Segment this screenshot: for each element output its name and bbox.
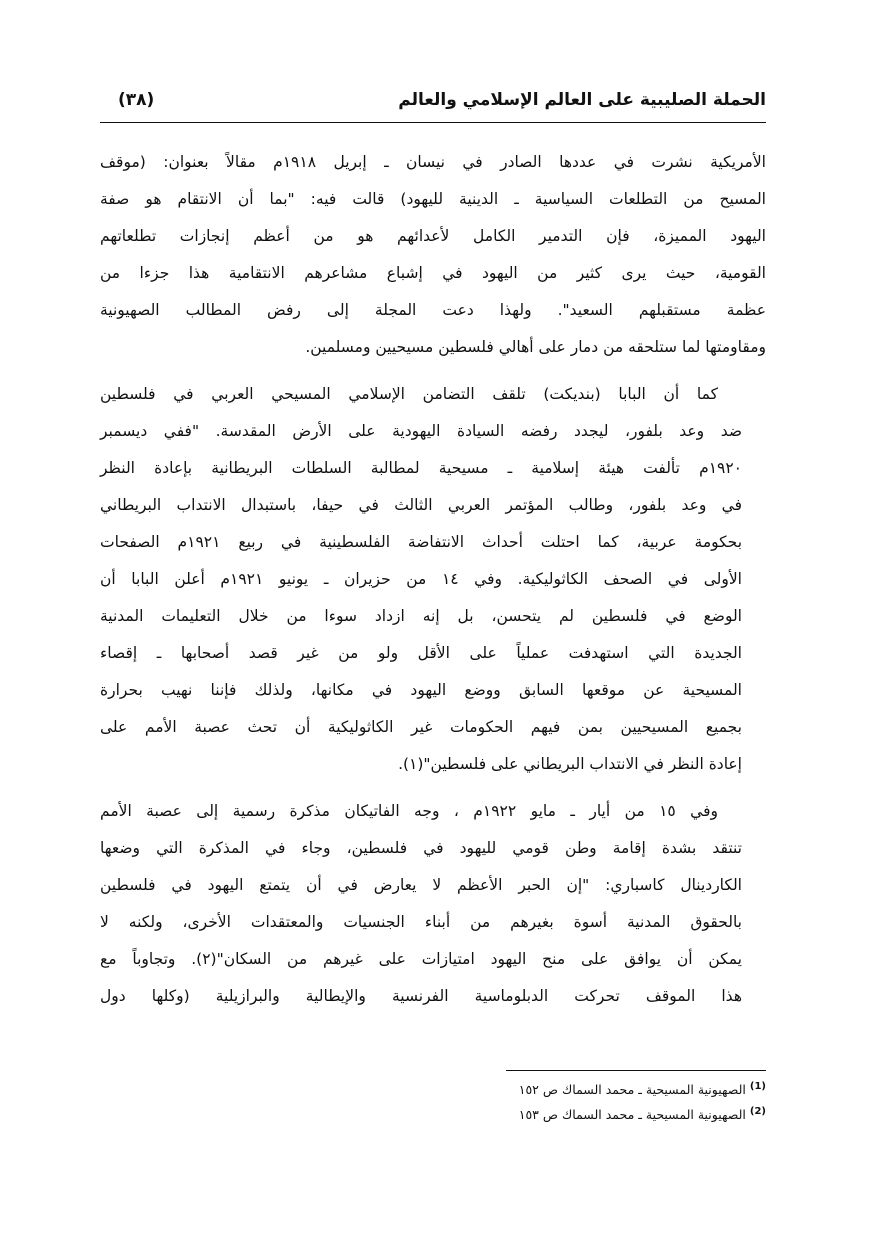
text-line: ومقاومتها لما ستلحقه من دمار على أهالي فلسطين مسيحيين ومسلمين.: [305, 338, 766, 356]
paragraph-2: [100, 376, 766, 783]
footnote-text: الصهيونية المسيحية ـ محمد السماك ص ١٥٢: [518, 1082, 746, 1098]
text-line: ضد وعد بلفور، ليجدد رفضه السيادة اليهودية على الأرض المقدسة. "ففي ديسمبر: [100, 422, 742, 440]
body-text: [100, 144, 766, 1025]
header-divider: [100, 122, 766, 123]
text-line: الجديدة التي استهدفت عملياً على الأقل ولو من غير قصد أصحابها ـ إقصاء: [100, 644, 742, 662]
paragraph-1: [100, 144, 766, 366]
text-line: عظمة مستقبلهم السعيد". ولهذا دعت المجلة إلى رفض المطالب الصهيونية: [100, 301, 766, 319]
page-header: [100, 86, 766, 118]
text-line: القومية، حيث يرى كثير من اليهود في إشباع مشاعرهم الانتقامية هذا جزءا من: [100, 264, 766, 282]
page-number: (٣٨): [118, 90, 155, 110]
footnote-marker: (2): [749, 1106, 766, 1118]
footnote-2: [300, 1101, 766, 1126]
footnote-marker: (1): [749, 1081, 766, 1092]
text-line: يمكن أن يوافق على منح اليهود امتيازات على غيرهم من السكان"(٢). وتجاوباً مع: [100, 950, 742, 968]
text-line: وفي ١٥ من أيار ـ مايو ١٩٢٢م ، وجه الفاتيكان مذكرة رسمية إلى عصبة الأمم: [100, 802, 718, 820]
text-line: بجميع المسيحيين بمن فيهم الحكومات غير الكاثوليكية أن تحث عصبة الأمم على: [100, 718, 742, 736]
text-line: المسيح من التطلعات السياسية ـ الدينية لليهود) قالت فيه: "بما أن الانتقام هو صفة: [100, 190, 766, 208]
text-line: كما أن البابا (بنديكت) تلقف التضامن الإسلامي المسيحي العربي في فلسطين: [100, 385, 718, 403]
footnote-divider: [506, 1070, 766, 1071]
text-line: الوضع في فلسطين لم يتحسن، بل إنه ازداد سوءا من خلال التعليمات المدنية: [100, 607, 742, 625]
text-line: المسيحية عن موقعها السابق ووضع اليهود في مكانها، ولذلك فإننا نهيب بحرارة: [100, 681, 742, 699]
text-line: إعادة النظر في الانتداب البريطاني على فلسطين"(١).: [398, 755, 742, 773]
text-line: الأولى في الصحف الكاثوليكية. وفي ١٤ من حزيران ـ يونيو ١٩٢١م أعلن البابا أن: [100, 570, 742, 588]
text-line: تنتقد بشدة إقامة وطن قومي لليهود في فلسطين، وجاء في المذكرة التي وضعها: [100, 839, 742, 857]
text-line: بحكومة عربية، كما احتلت أحداث الانتفاضة الفلسطينية في ربيع ١٩٢١م الصفحات: [100, 533, 743, 551]
text-line: في وعد بلفور، وطالب المؤتمر العربي الثالث في حيفا، باستبدال الانتداب البريطاني: [100, 496, 742, 514]
footnote-1: [300, 1076, 766, 1101]
running-title: الحملة الصليبية على العالم الإسلامي والعالم: [398, 90, 766, 110]
text-line: هذا الموقف تحركت الدبلوماسية الفرنسية والإيطالية والبرازيلية (وكلها دول: [100, 987, 742, 1005]
footnote-text: الصهيونية المسيحية ـ محمد السماك ص ١٥٣: [518, 1107, 746, 1123]
paragraph-3: [100, 793, 766, 1015]
text-line: اليهود المميزة، فإن التدمير الكامل لأعدائهم هو من أعظم إنجازات تطلعاتهم: [100, 227, 766, 245]
text-line: بالحقوق المدنية أسوة بغيرهم من أبناء الجنسيات والمعتقدات الأخرى، ولكنه لا: [100, 913, 742, 931]
text-line: الأمريكية نشرت في عددها الصادر في نيسان ـ إبريل ١٩١٨م مقالاً بعنوان: (موقف: [100, 153, 766, 171]
text-line: ١٩٢٠م تألفت هيئة إسلامية ـ مسيحية لمطالبة السلطات البريطانية بإعادة النظر: [100, 459, 742, 477]
text-line: الكاردينال كاسباري: "إن الحبر الأعظم لا يعارض في أن يتمتع اليهود في فلسطين: [100, 876, 742, 894]
footnotes: [300, 1076, 766, 1126]
